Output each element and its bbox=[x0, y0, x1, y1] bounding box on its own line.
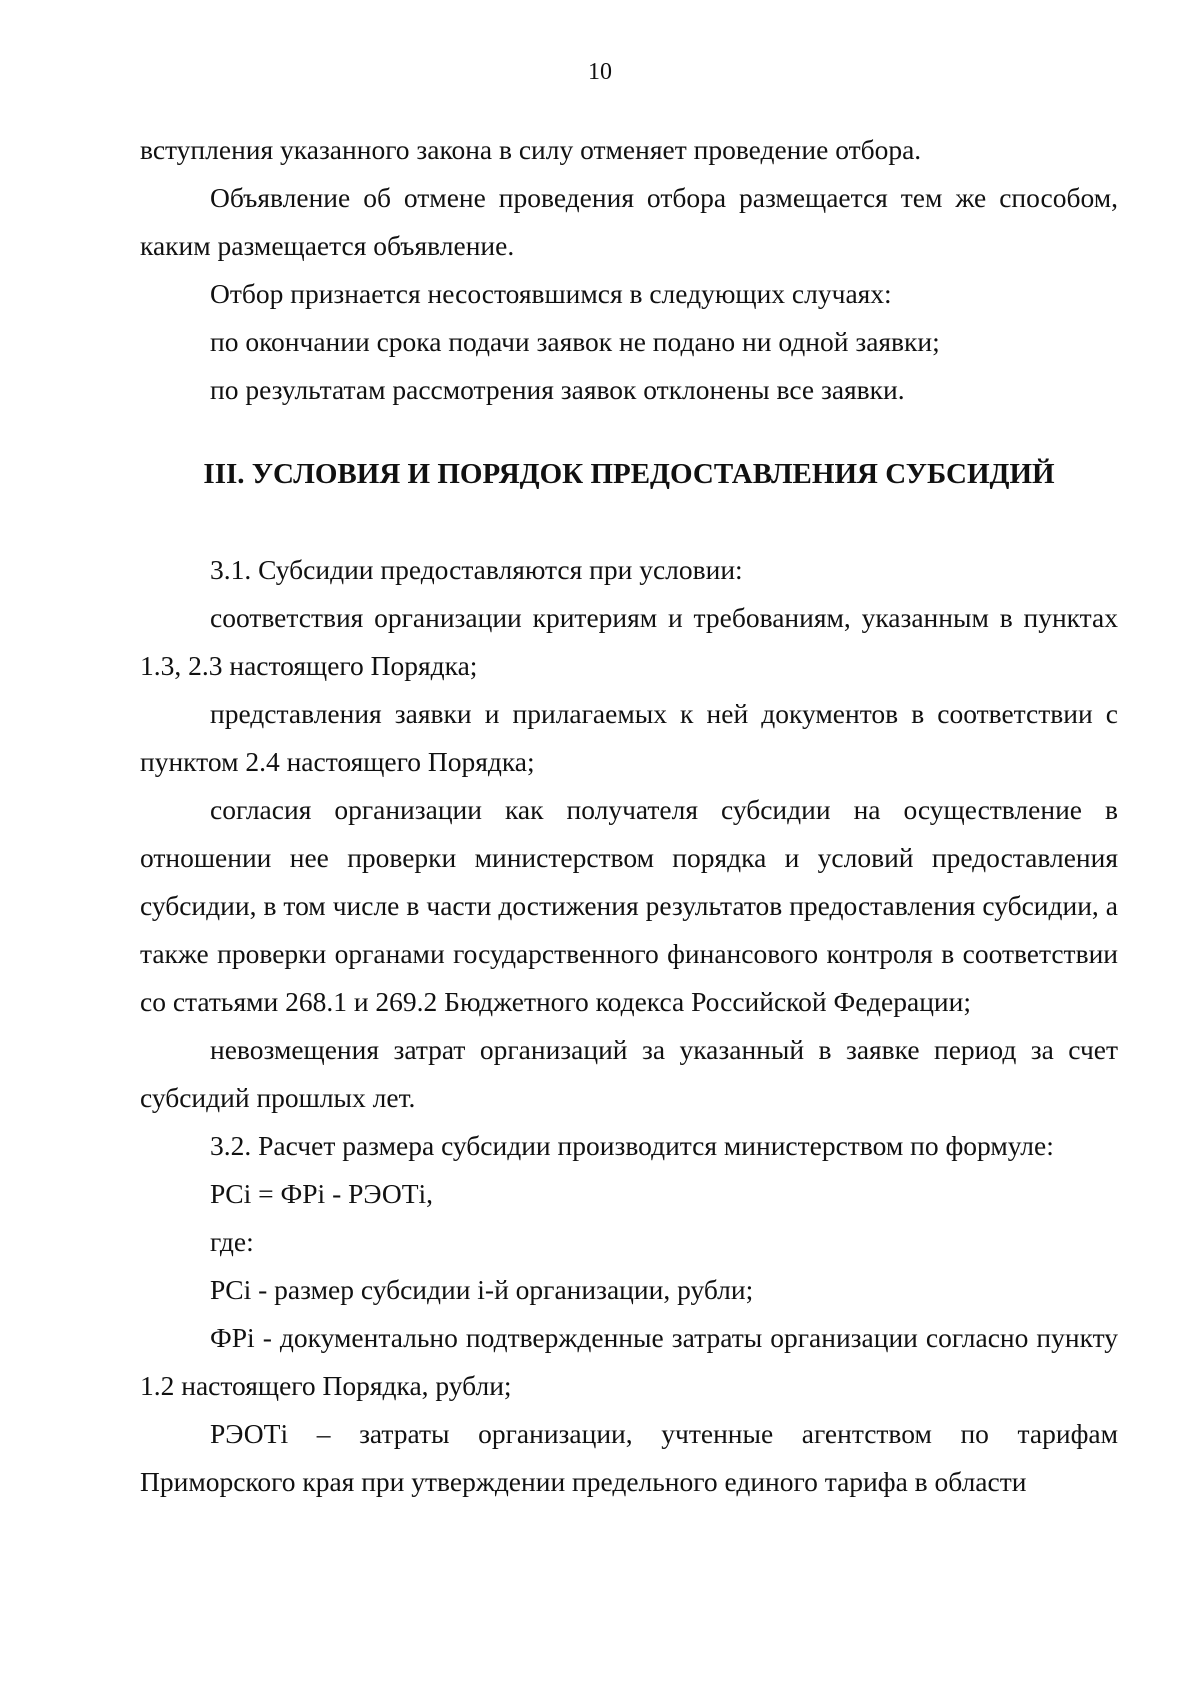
definition-reoti: РЭОТi – затраты организации, учтенные агентством по тарифам Приморского края при утверждении предельного единого тарифа в области bbox=[140, 1418, 1118, 1497]
formula: PCi = ФРi - РЭОТi, bbox=[210, 1178, 434, 1209]
paragraph-continuation: вступления указанного закона в силу отменяет проведение отбора. bbox=[140, 134, 922, 165]
paragraph-where: где: bbox=[210, 1226, 254, 1257]
paragraph-no-reimbursement: невозмещения затрат организаций за указанный в заявке период за счет субсидий прошлых лет. bbox=[140, 1034, 1118, 1113]
definition-fri: ФРi - документально подтвержденные затраты организации согласно пункту 1.2 настоящего Порядка, рубли; bbox=[140, 1322, 1118, 1401]
document-body bbox=[140, 126, 1118, 1506]
definition-pci: PCi - размер субсидии i-й организации, рубли; bbox=[210, 1274, 754, 1305]
paragraph-application: представления заявки и прилагаемых к ней документов в соответствии с пунктом 2.4 настоящего Порядка; bbox=[140, 698, 1118, 777]
paragraph-consent: согласия организации как получателя субсидии на осуществление в отношении нее проверки министерством порядка и условий предоставления субсидии, в том числе в части достижения результатов предоставления субсидии, а также проверки органами государственного финансового контроля в соответствии со статьями 268.1 и 269.2 Бюджетного кодекса Российской Федерации; bbox=[140, 794, 1118, 1017]
paragraph-failed-selection: Отбор признается несостоявшимся в следующих случаях: bbox=[210, 278, 892, 309]
paragraph-no-applications: по окончании срока подачи заявок не подано ни одной заявки; bbox=[210, 326, 940, 357]
paragraph-cancel-announcement: Объявление об отмене проведения отбора размещается тем же способом, каким размещается объявление. bbox=[140, 182, 1118, 261]
page-number: 10 bbox=[588, 59, 612, 85]
paragraph-criteria: соответствия организации критериям и требованиям, указанным в пунктах 1.3, 2.3 настоящего Порядка; bbox=[140, 602, 1118, 681]
section-heading: III. УСЛОВИЯ И ПОРЯДОК ПРЕДОСТАВЛЕНИЯ СУБСИДИЙ bbox=[203, 458, 1055, 490]
paragraph-all-rejected: по результатам рассмотрения заявок отклонены все заявки. bbox=[210, 374, 905, 405]
paragraph-3-2: 3.2. Расчет размера субсидии производится министерством по формуле: bbox=[210, 1130, 1054, 1161]
paragraph-3-1: 3.1. Субсидии предоставляются при условии: bbox=[210, 554, 743, 585]
